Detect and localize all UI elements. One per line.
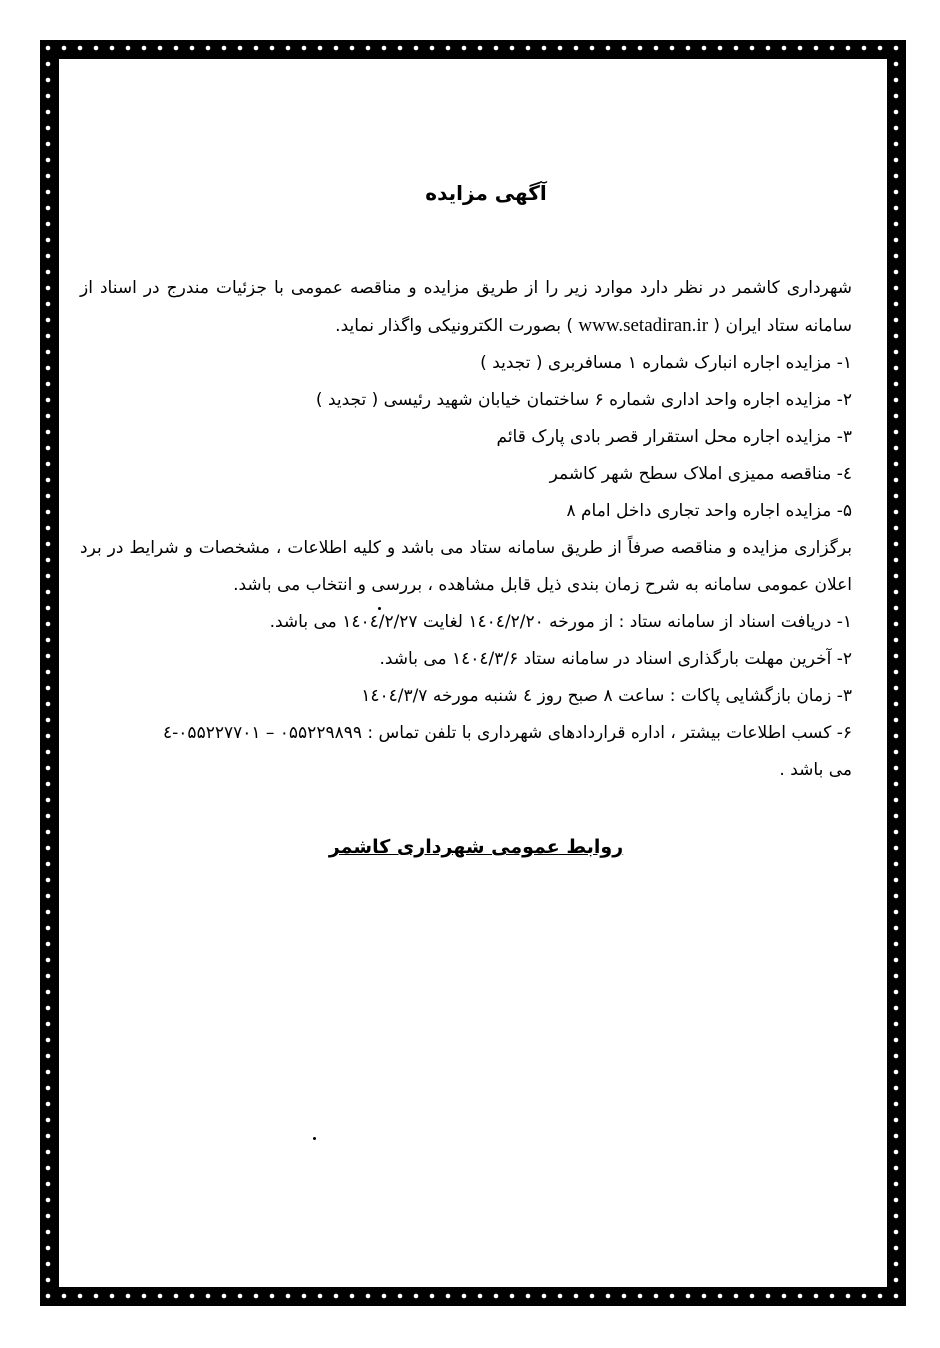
tender-items-list bbox=[80, 345, 852, 530]
contact-text: ۶- کسب اطلاعات بیشتر ، اداره قراردادهای شهرداری با تلفن تماس : bbox=[361, 723, 852, 743]
scan-speck bbox=[313, 1137, 316, 1140]
signature-text: روابط عمومی شهرداری کاشمر bbox=[328, 836, 624, 858]
list-item: ۱- مزایده اجاره انبارک شماره ۱ مسافربری ( تجدید ) bbox=[480, 353, 852, 373]
intro-text-start: شهرداری کاشمر در نظر دارد موارد زیر را از طریق مزایده و مناقصه عمومی با جزئیات مندرج در اسناد از سامانه ستاد ایران ( bbox=[80, 278, 852, 336]
process-paragraph: برگزاری مزایده و مناقصه صرفاً از طریق سامانه ستاد می باشد و کلیه اطلاعات ، مشخصات و شرایط در برد اعلان عمومی سامانه به شرح زمان بندی ذیل قابل مشاهده ، بررسی و انتخاب می باشد. bbox=[80, 538, 852, 595]
list-item: ۵- مزایده اجاره واحد تجاری داخل امام ۸ bbox=[566, 501, 852, 521]
scan-speck bbox=[378, 607, 381, 610]
contact-suffix: می باشد . bbox=[779, 760, 852, 780]
intro-text-end: ) بصورت الکترونیکی واگذار نماید. bbox=[335, 316, 579, 336]
contact-paragraph bbox=[80, 715, 852, 789]
signature bbox=[80, 829, 852, 866]
announcement-body bbox=[80, 175, 852, 866]
setadiran-url: www.setadiran.ir bbox=[578, 315, 709, 336]
intro-paragraph bbox=[80, 270, 852, 345]
schedule-item-opening: ۳- زمان بازگشایی پاکات : ساعت ۸ صبح روز ٤ شنبه مورخه ۱٤۰٤/۳/۷ bbox=[361, 686, 852, 706]
schedule-item-receive-docs: ۱- دریافت اسناد از سامانه ستاد : از مورخه ۱٤۰٤/۲/۲۰ لغایت ۱٤۰٤/۲/۲۷ می باشد. bbox=[269, 612, 852, 632]
schedule-item-upload-deadline: ۲- آخرین مهلت بارگذاری اسناد در سامانه ستاد ۱٤۰٤/۳/۶ می باشد. bbox=[379, 649, 852, 669]
list-item: ٤- مناقصه ممیزی املاک سطح شهر کاشمر bbox=[549, 464, 852, 484]
contact-phone-numbers: ٤-۰۵۵۲۲۷۷۰۱ – ۰۵۵۲۲۹۸۹۹ bbox=[163, 723, 362, 743]
schedule-list bbox=[80, 604, 852, 715]
list-item: ۲- مزایده اجاره واحد اداری شماره ۶ ساختمان خیابان شهید رئیسی ( تجدید ) bbox=[315, 390, 852, 410]
list-item: ۳- مزایده اجاره محل استقرار قصر بادی پارک قائم bbox=[496, 427, 852, 447]
page-title: آگهی مزایده bbox=[425, 181, 547, 205]
